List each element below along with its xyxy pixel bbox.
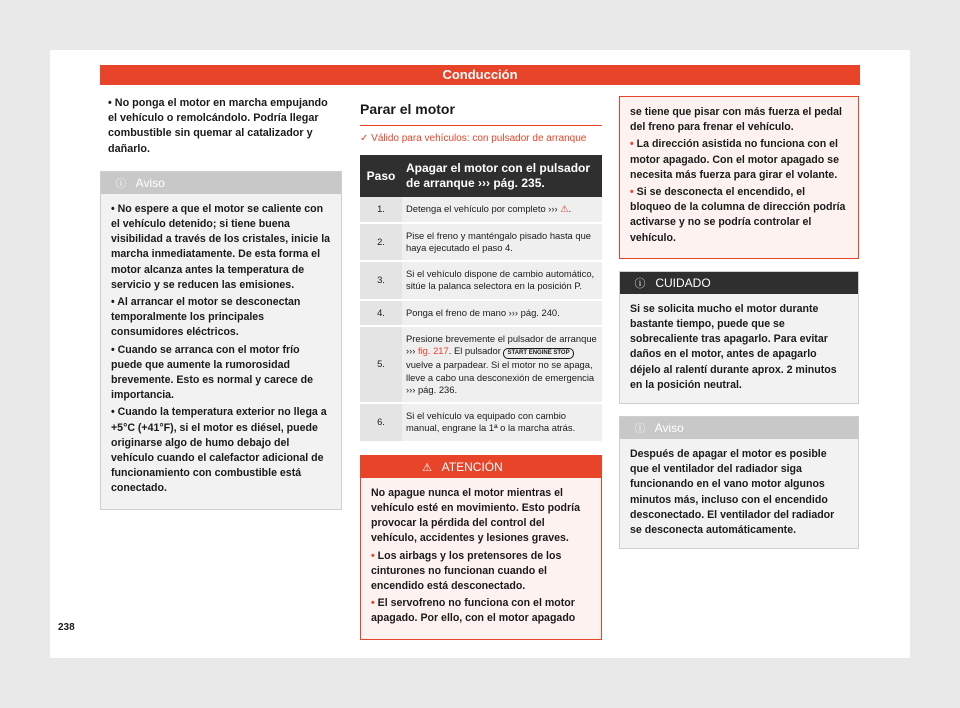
aviso-body [101, 194, 341, 509]
aviso-bullet-text: Cuando la temperatura exterior no llega a +5°C (+41°F), si el motor es diésel, puede originarse algo de humo debajo del vehículo cuando el calefactor adicional de funcionamiento con combustible está conectado. [111, 406, 327, 495]
atencion-bullet: • Si se desconecta el encendido, el bloqueo de la columna de dirección podría activarse y no se podría controlar el vehículo. [630, 186, 846, 244]
aviso-box-2 [619, 416, 859, 549]
caution-icon: ⓘ [634, 277, 646, 290]
validity-note [360, 132, 602, 145]
header-paso: Paso [360, 155, 402, 197]
atencion-header [361, 456, 601, 478]
aviso-header [101, 172, 341, 194]
aviso-body: Después de apagar el motor es posible que el ventilador del radiador siga funcionando en el vano motor algunos minutos más, incluso con el encendido desconectado. El ventilador del radiador se desconecta automáticamente. [620, 439, 858, 548]
step-num: 3. [360, 261, 402, 300]
table-row [360, 261, 602, 300]
aviso-bullet-text: Al arrancar el motor se desconectan temporalmente los principales consumidores eléctricos. [111, 296, 301, 339]
start-stop-button-icon: START ENGINE STOP [503, 348, 573, 359]
section-header: Conducción [100, 65, 860, 85]
atencion-body [361, 478, 601, 639]
aviso-bullet: • Al arrancar el motor se desconectan temporalmente los principales consumidores eléctricos. [111, 296, 301, 339]
info-icon: ⓘ [634, 423, 646, 436]
table-header-row [360, 155, 602, 197]
aviso-header [620, 417, 858, 439]
column-3 [619, 96, 859, 561]
table-row [360, 326, 602, 403]
atencion-continued-box [619, 96, 859, 259]
table-row [360, 300, 602, 326]
check-icon: ✓ [360, 133, 369, 145]
aviso-bullet-text: Cuando se arranca con el motor frío puede que aumente la rumorosidad brevemente. Esto es normal y carece de importancia. [111, 343, 313, 402]
atencion-title: ATENCIÓN [441, 459, 503, 474]
validity-text: Válido para vehículos: con pulsador de arranque [371, 133, 587, 145]
warning-icon: ⚠ [422, 461, 432, 474]
intro-bullet [108, 96, 332, 157]
warning-icon: ⚠ [560, 203, 569, 215]
step-num: 4. [360, 300, 402, 326]
page-number: 238 [58, 622, 75, 633]
aviso-bullet-text: No espere a que el motor se caliente con el vehículo detenido; si tiene buena visibilidad a través de los cristales, inicie la marcha inmediatamente. De esta forma el motor alcanza antes la temperatura de servicio y se reducen las emisiones. [111, 202, 331, 291]
atencion-continued-body [620, 97, 858, 258]
atencion-cont-text: se tiene que pisar con más fuerza el pedal del freno para frenar el vehículo. [630, 106, 842, 134]
section-title: Parar el motor [360, 101, 455, 117]
aviso-box-1 [100, 171, 342, 510]
step-text: Si el vehículo dispone de cambio automático, sitúe la palanca selectora en la posición P. [402, 261, 602, 300]
cuidado-box [619, 271, 859, 404]
step-num: 1. [360, 197, 402, 222]
aviso-title: Aviso [654, 421, 684, 436]
step-num: 2. [360, 223, 402, 262]
aviso-bullet: • Cuando la temperatura exterior no llega a +5°C (+41°F), si el motor es diésel, puede originarse algo de humo debajo del vehículo cuando el calefactor adicional de funcionamiento con combustible está conectado. [111, 406, 327, 495]
column-2 [360, 96, 602, 652]
step-text: Ponga el freno de mano ››› pág. 240. [402, 300, 602, 326]
step-num: 6. [360, 403, 402, 442]
aviso-bullet: • No espere a que el motor se caliente con el vehículo detenido; si tiene buena visibilidad a través de los cristales, inicie la marcha inmediatamente. De esta forma el motor alcanza antes la temperatura de servicio y se reducen las emisiones. [111, 202, 331, 291]
cuidado-header [620, 272, 858, 294]
atencion-bullet: • Los airbags y los pretensores de los cinturones no funcionan cuando el encendido está desconectado. [371, 549, 562, 592]
table-row [360, 197, 602, 222]
table-row [360, 403, 602, 442]
atencion-bullet: • El servofreno no funciona con el motor apagado. Por ello, con el motor apagado [371, 597, 576, 625]
cuidado-body: Si se solicita mucho el motor durante bastante tiempo, puede que se sobrecaliente tras apagarlo. Para evitar daños en el motor, antes de apagarlo déjelo al ralentí durante aprox. 2 minutos en la posición neutral. [620, 294, 858, 403]
aviso-bullet: • Cuando se arranca con el motor frío puede que aumente la rumorosidad brevemente. Esto es normal y carece de importancia. [111, 343, 313, 402]
step-text: Pise el freno y manténgalo pisado hasta que haya ejecutado el paso 4. [402, 223, 602, 262]
bullet-dot: • [108, 97, 112, 109]
atencion-intro: No apague nunca el motor mientras el vehículo esté en movimiento. Esto podría provocar la pérdida del control del vehículo, accidentes y lesiones graves. [371, 486, 580, 545]
title-rule [360, 125, 602, 126]
table-row [360, 223, 602, 262]
intro-bullet-text: No ponga el motor en marcha empujando el vehículo o remolcándolo. Podría llegar combustible sin quemar al catalizador y dañarlo. [108, 97, 328, 155]
aviso-title: Aviso [135, 175, 165, 190]
step-text: Si el vehículo va equipado con cambio manual, engrane la 1ª o la marcha atrás. [402, 403, 602, 442]
column-1 [100, 96, 342, 522]
step-text: Presione brevemente el pulsador de arranque ››› fig. 217. El pulsador START ENGINE STOP vuelve a parpadear. Si el motor no se apaga, lleve a cabo una desconexión de emergencia ››› pág. 236. [402, 326, 602, 403]
atencion-bullet: • La dirección asistida no funciona con el motor apagado. Con el motor apagado se necesita más fuerza para girar el volante. [630, 138, 839, 181]
info-icon: ⓘ [115, 177, 127, 190]
steps-table [360, 155, 602, 443]
atencion-box [360, 455, 602, 640]
cuidado-title: CUIDADO [655, 275, 711, 290]
step-text: Detenga el vehículo por completo ››› ⚠. [402, 197, 602, 222]
figure-link[interactable]: fig. 217 [417, 345, 449, 357]
header-desc: Apagar el motor con el pulsador de arranque ››› pág. 235. [402, 155, 602, 197]
step-num: 5. [360, 326, 402, 403]
